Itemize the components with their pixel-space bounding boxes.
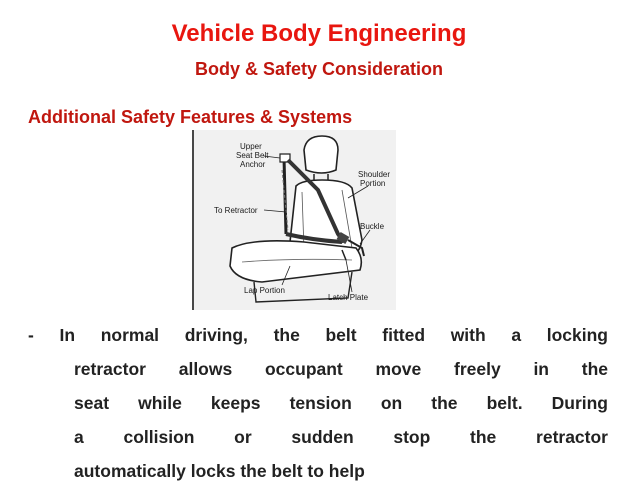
section-heading: Additional Safety Features & Systems bbox=[28, 107, 353, 127]
label-buckle: Buckle bbox=[360, 222, 385, 231]
slide-title: Vehicle Body Engineering bbox=[171, 20, 467, 47]
label-portion: Portion bbox=[360, 179, 386, 188]
label-anchor: Anchor bbox=[240, 160, 266, 169]
body-line-5: automatically locks the belt to help bbox=[74, 461, 365, 481]
label-upper: Upper bbox=[240, 142, 262, 151]
body-line-1: - In normal driving, the belt fitted with a locking bbox=[28, 325, 608, 345]
body-line-3: seat while keeps tension on the belt. During bbox=[74, 393, 608, 413]
seat-belt-diagram bbox=[192, 130, 396, 310]
body-line-2: retractor allows occupant move freely in the bbox=[74, 359, 608, 379]
label-shoulder: Shoulder bbox=[358, 170, 391, 179]
label-latch-plate: Latch Plate bbox=[328, 293, 369, 302]
seat-belt-drawing bbox=[192, 130, 396, 310]
body-paragraph bbox=[28, 318, 608, 488]
label-retractor: To Retractor bbox=[214, 206, 258, 215]
slide-subtitle: Body & Safety Consideration bbox=[194, 59, 444, 79]
label-seat-belt: Seat Belt bbox=[236, 151, 269, 160]
label-lap-portion: Lap Portion bbox=[244, 286, 285, 295]
body-line-4: a collision or sudden stop the retractor bbox=[74, 427, 608, 447]
